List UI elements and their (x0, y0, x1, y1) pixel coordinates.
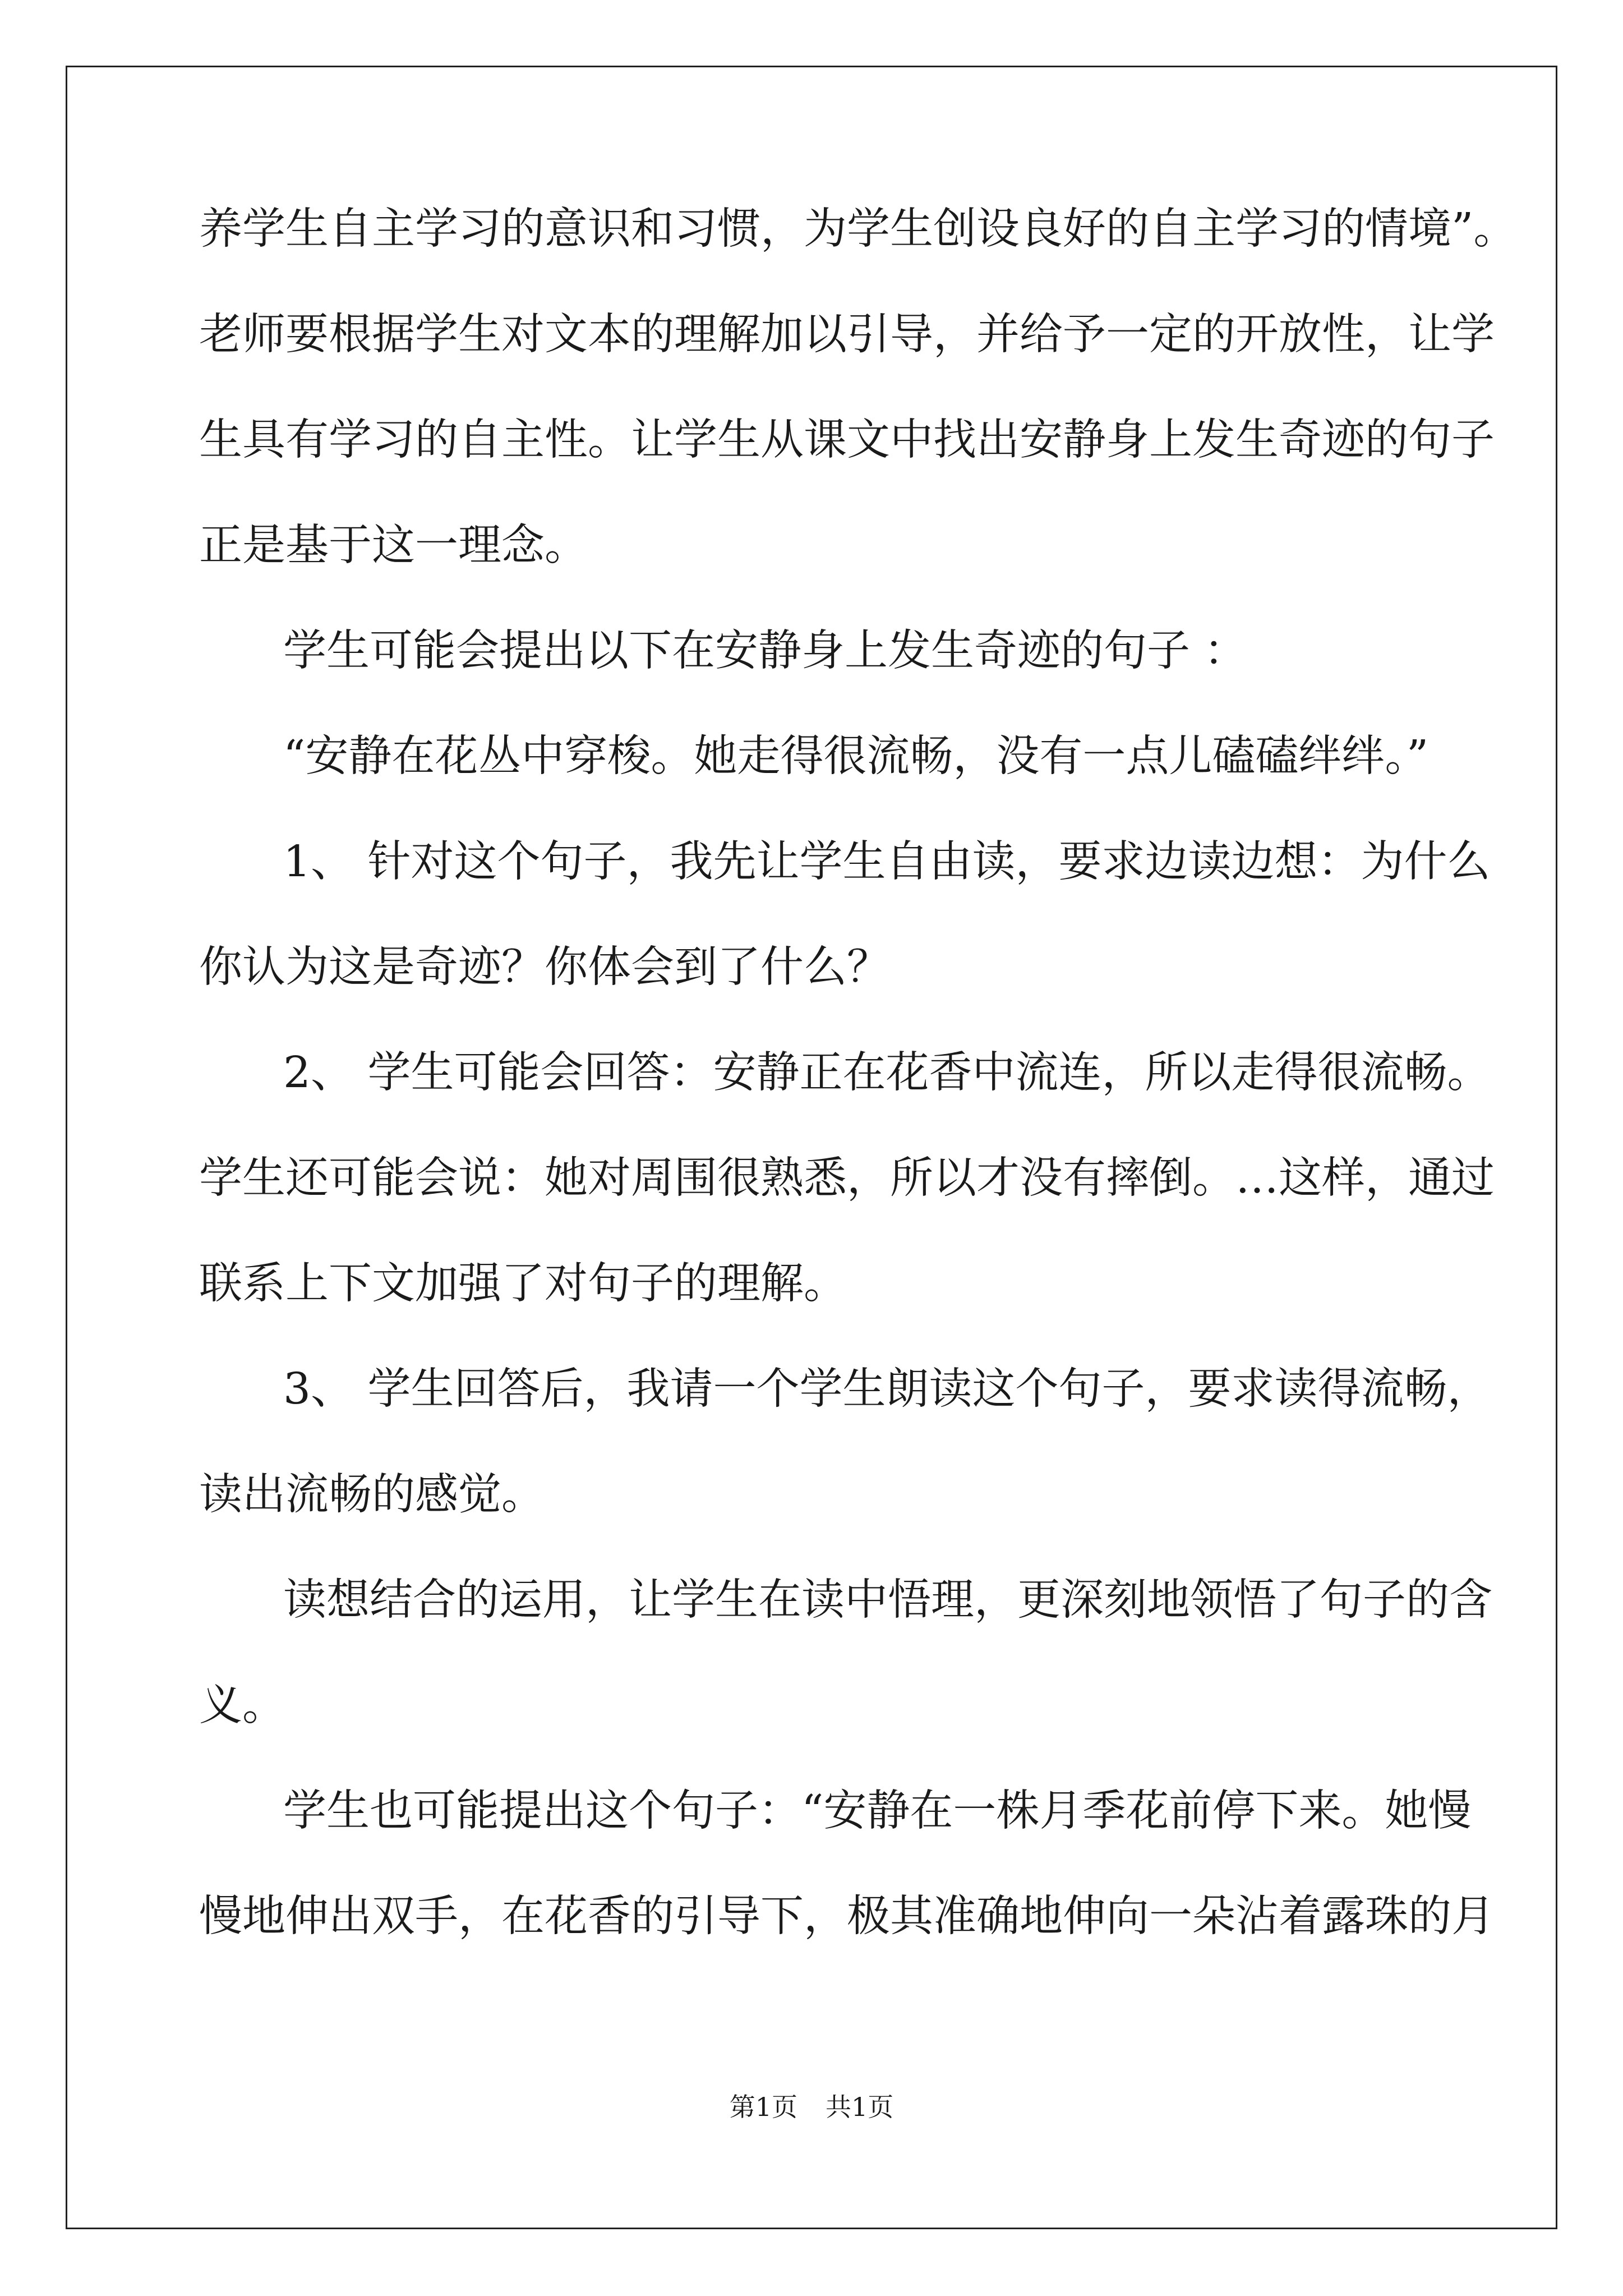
text-line-3: 生具有学习的自主性。让学生从课文中找出安静身上发生奇迹的句子 (199, 415, 1495, 465)
page-number-current: 第1页 (729, 2092, 797, 2122)
text-line-17: 慢地伸出双手，在花香的引导下，极其准确地伸向一朵沾着露珠的月 (199, 1892, 1495, 1941)
text-line-16: 学生也可能提出这个句子：“安静在一株月季花前停下来。她慢 (283, 1786, 1472, 1836)
text-line-13: 读出流畅的感觉。 (199, 1470, 545, 1520)
text-line-1: 养学生自主学习的意识和习惯，为学生创设良好的自主学习的情境”。 (199, 204, 1517, 254)
text-line-14: 读想结合的运用，让学生在读中悟理，更深刻地领悟了句子的含 (283, 1575, 1492, 1625)
text-line-12: 3、 学生回答后，我请一个学生朗读这个句子，要求读得流畅， (283, 1364, 1491, 1414)
text-line-7: 1、 针对这个句子，我先让学生自由读，要求边读边想：为什么 (283, 837, 1491, 887)
text-line-5: 学生可能会提出以下在安静身上发生奇迹的句子 ： (283, 626, 1247, 676)
text-line-10: 学生还可能会说：她对周围很熟悉，所以才没有摔倒。…这样，通过 (199, 1153, 1495, 1203)
text-line-4: 正是基于这一理念。 (199, 521, 588, 570)
page-footer (0, 2087, 1623, 2124)
text-line-6: “安静在花丛中穿梭。她走得很流畅，没有一点儿磕磕绊绊。” (283, 731, 1429, 781)
text-line-9: 2、 学生可能会回答：安静正在花香中流连，所以走得很流畅。 (283, 1048, 1491, 1098)
text-line-15: 义。 (199, 1681, 285, 1731)
page-number-total: 共1页 (826, 2092, 894, 2122)
text-line-11: 联系上下文加强了对句子的理解。 (199, 1259, 847, 1309)
document-body (199, 202, 1517, 1995)
text-line-8: 你认为这是奇迹？你体会到了什么？ (199, 942, 890, 992)
text-line-2: 老师要根据学生对文本的理解加以引导，并给予一定的开放性，让学 (199, 310, 1495, 360)
